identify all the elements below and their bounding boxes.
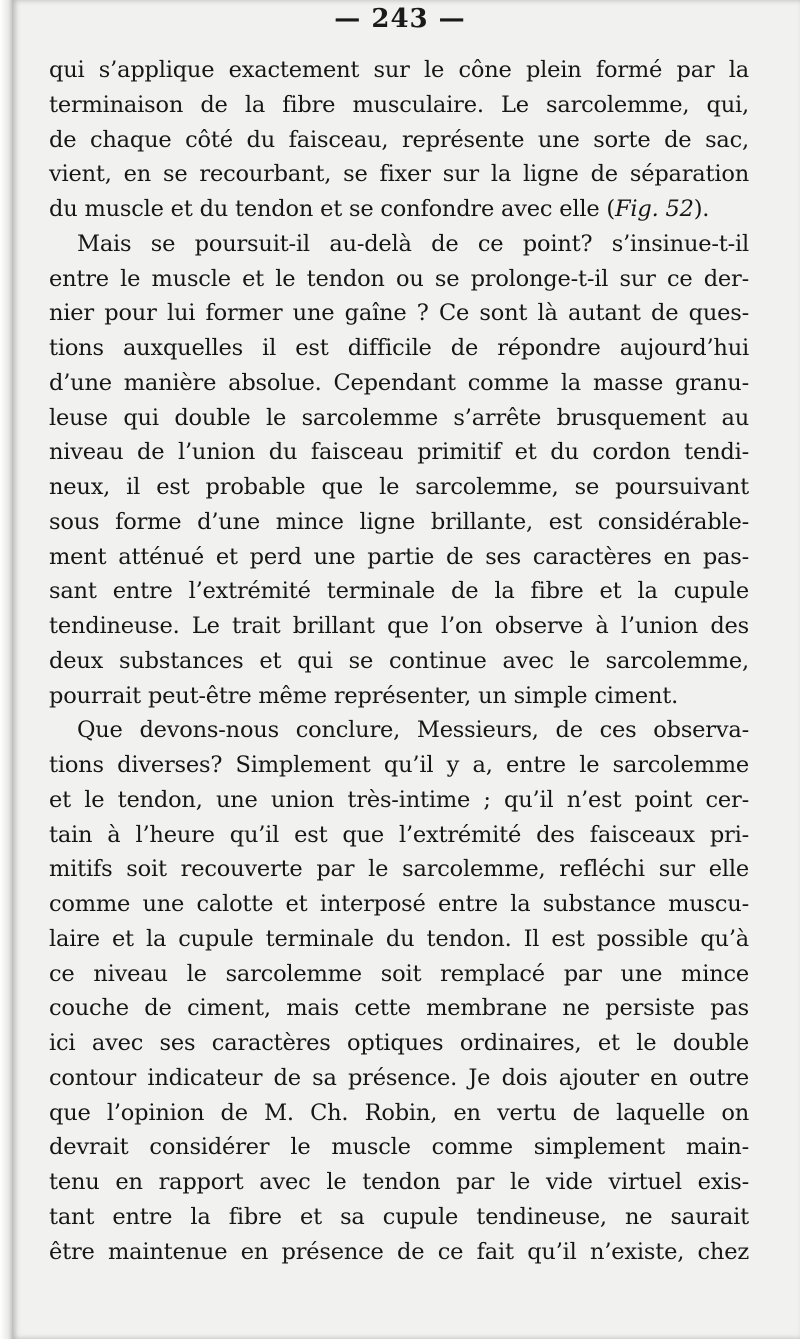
text-body: [49, 53, 749, 1269]
text-line: sous forme d’une mince ligne brillante, est considérable-: [49, 508, 749, 535]
text-line: mitifs soit recouverte par le sarcolemme, refléchi sur elle: [49, 856, 749, 883]
text-line: couche de ciment, mais cette membrane ne persiste pas: [49, 995, 749, 1022]
text-line: laire et la cupule terminale du tendon. Il est possible qu’à: [49, 925, 749, 952]
text-line: tions diverses? Simplement qu’il y a, entre le sarcolemme: [49, 752, 749, 778]
text-line: devrait considérer le muscle comme simplement main-: [49, 1134, 749, 1161]
text-line: tions auxquelles il est difficile de répondre aujourd’hui: [49, 335, 749, 361]
text-line-paragraph-start: Que devons-nous conclure, Messieurs, de ces observa-: [77, 717, 749, 744]
text-line-with-figure-reference: [49, 192, 749, 227]
figure-reference: Fig. 52: [614, 196, 694, 222]
text-line: niveau de l’union du faisceau primitif et du cordon tendi-: [49, 439, 749, 466]
text-line: vient, en se recourbant, se fixer sur la ligne de séparation: [49, 161, 749, 188]
page-edge: [0, 0, 12, 1339]
text-line-paragraph-start: Mais se poursuit-il au-delà de ce point? s’insinue-t-il: [77, 230, 749, 257]
text-line: neux, il est probable que le sarcolemme, se poursuivant: [49, 474, 749, 500]
text-line: qui s’applique exactement sur le cône plein formé par la: [49, 57, 749, 83]
text-line: leuse qui double le sarcolemme s’arrête brusquement au: [49, 404, 749, 431]
page-number: — 243 —: [334, 4, 466, 34]
text-line: entre le muscle et le tendon ou se prolonge-t-il sur ce der-: [49, 265, 749, 292]
text-line: deux substances et qui se continue avec le sarcolemme,: [49, 647, 749, 674]
text-line: être maintenue en présence de ce fait qu’il n’existe, chez: [49, 1238, 749, 1265]
text-line-paragraph-end: pourrait peut-être même représenter, un simple ciment.: [49, 682, 679, 709]
text-line: tain à l’heure qu’il est que l’extrémité des faisceaux pri-: [49, 821, 749, 848]
text-line: nier pour lui former une gaîne ? Ce sont là autant de ques-: [49, 300, 749, 327]
text-line: comme une calotte et interposé entre la substance muscu-: [49, 891, 749, 917]
text-line: ce niveau le sarcolemme soit remplacé par une mince: [49, 960, 749, 987]
text-line: contour indicateur de sa présence. Je dois ajouter en outre: [49, 1064, 749, 1091]
text-line: ici avec ses caractères optiques ordinaires, et le double: [49, 1030, 749, 1056]
text-line: de chaque côté du faisceau, représente une sorte de sac,: [49, 126, 749, 153]
text-line: terminaison de la fibre musculaire. Le sarcolemme, qui,: [49, 91, 749, 118]
text-line: tenu en rapport avec le tendon par le vide virtuel exis-: [49, 1169, 749, 1195]
text-line: ment atténué et perd une partie de ses caractères en pas-: [49, 543, 749, 570]
text-line: tendineuse. Le trait brillant que l’on observe à l’union des: [49, 613, 749, 639]
text-line: et le tendon, une union très-intime ; qu’il n’est point cer-: [49, 786, 749, 813]
text-line: que l’opinion de M. Ch. Robin, en vertu de laquelle on: [49, 1099, 749, 1126]
text-line: d’une manière absolue. Cependant comme la masse granu-: [49, 369, 749, 396]
text-line-segment: du muscle et du tendon et se confondre avec elle (: [49, 196, 615, 222]
text-line: sant entre l’extrémité terminale de la fibre et la cupule: [49, 578, 749, 605]
figure-reference-close: ).: [693, 196, 710, 222]
text-line: tant entre la fibre et sa cupule tendineuse, ne saurait: [49, 1203, 749, 1230]
